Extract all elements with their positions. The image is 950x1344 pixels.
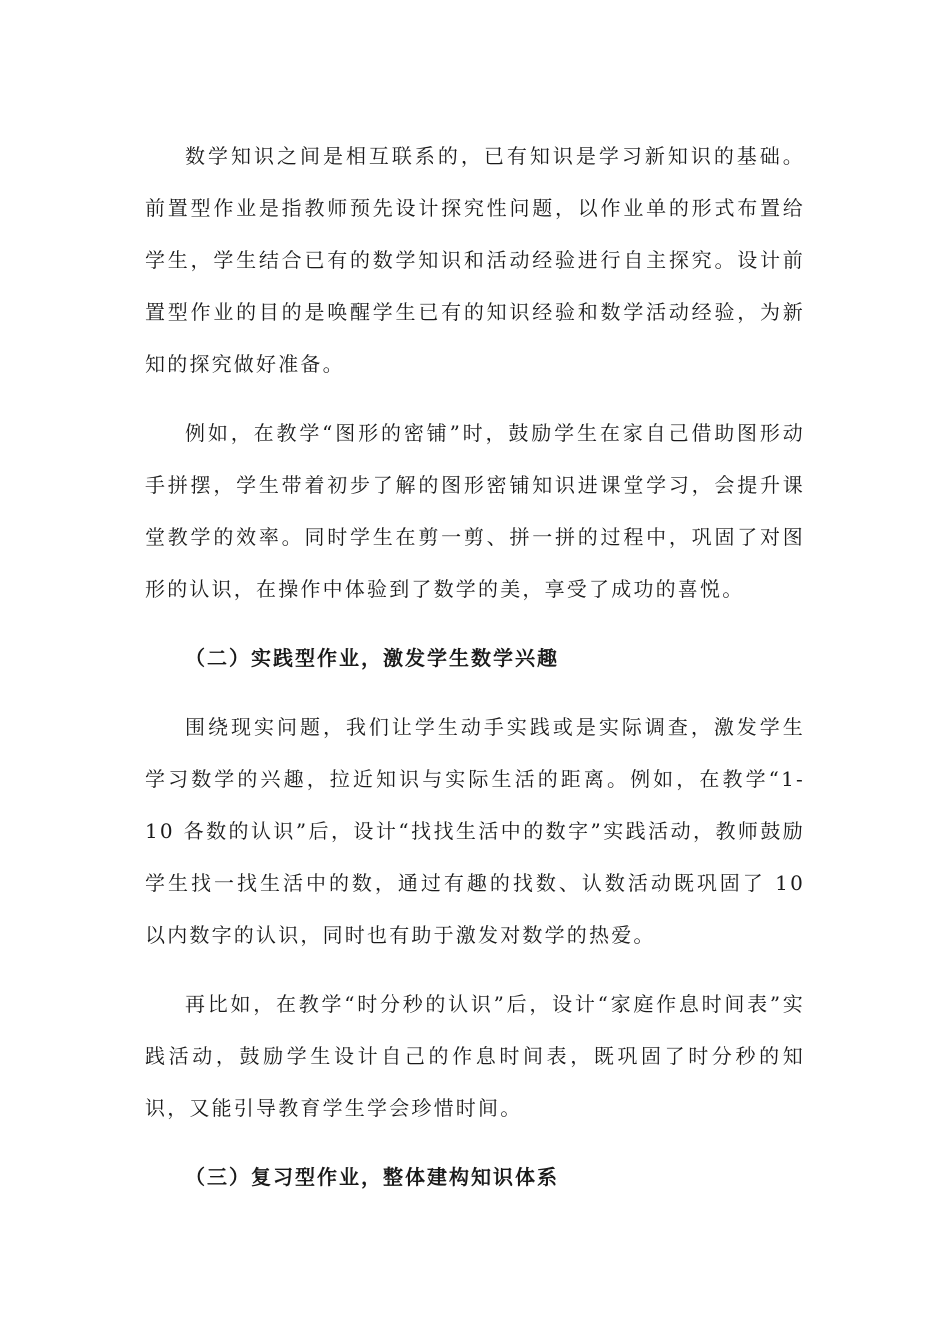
- paragraph-preview-homework: 数学知识之间是相互联系的，已有知识是学习新知识的基础。前置型作业是指教师预先设计探究性问题，以作业单的形式布置给学生，学生结合已有的数学知识和活动经验进行自主探究。设计前置型作业的目的是唤醒学生已有的知识经验和数学活动经验，为新知的探究做好准备。: [145, 144, 805, 376]
- paragraph-gap: [145, 390, 805, 407]
- paragraph-time-schedule-example: 再比如，在教学“时分秒的认识”后，设计“家庭作息时间表”实践活动，鼓励学生设计自己的作息时间表，既巩固了时分秒的知识，又能引导教育学生学会珍惜时间。: [145, 992, 805, 1120]
- paragraph-gap: [145, 961, 805, 978]
- section-heading-review-homework: （三）复习型作业，整体建构知识体系: [185, 1165, 559, 1189]
- paragraph-gap: [145, 684, 805, 701]
- paragraph-gap: [145, 1134, 805, 1151]
- paragraph-tessellation-example: 例如，在教学“图形的密铺”时，鼓励学生在家自己借助图形动手拼摆，学生带着初步了解的图形密铺知识进课堂学习，会提升课堂教学的效率。同时学生在剪一剪、拼一拼的过程中，巩固了对图形的认识，在操作中体验到了数学的美，享受了成功的喜悦。: [145, 421, 805, 601]
- section-heading-practice-homework: （二）实践型作业，激发学生数学兴趣: [185, 646, 559, 670]
- paragraph-gap: [145, 615, 805, 632]
- paragraph-practice-activity: 围绕现实问题，我们让学生动手实践或是实际调查，激发学生学习数学的兴趣，拉近知识与实际生活的距离。例如，在教学“1-10 各数的认识”后，设计“找找生活中的数字”实践活动，教师鼓励学生找一找生活中的数，通过有趣的找数、认数活动既巩固了 10 以内数字的认识，同时也有助于激发对数学的热爱。: [145, 715, 805, 947]
